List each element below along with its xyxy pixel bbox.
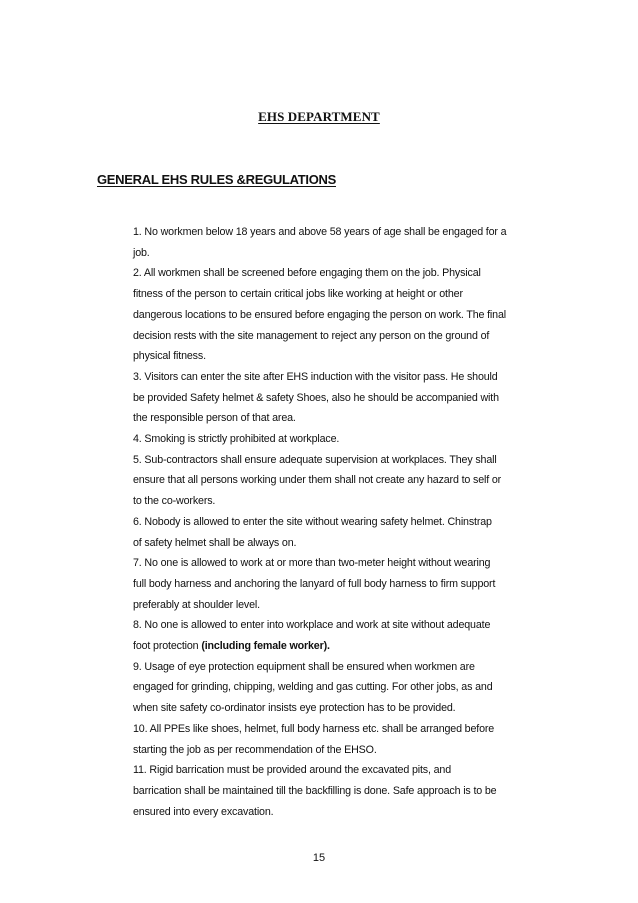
rule-9-line-3: when site safety co-ordinator insists eye protection has to be provided. [133,702,456,715]
rule-9-line-1: 9. Usage of eye protection equipment shall be ensured when workmen are [133,660,475,673]
section-heading: GENERAL EHS RULES &REGULATIONS [97,172,336,187]
rule-10-line-1: 10. All PPEs like shoes, helmet, full body harness etc. shall be arranged before [133,722,495,735]
rule-5-line-2: ensure that all persons working under them shall not create any hazard to self or [133,474,502,487]
rule-2-line-2: fitness of the person to certain critical jobs like working at height or other [133,288,463,301]
rule-3-line-1: 3. Visitors can enter the site after EHS induction with the visitor pass. He should [133,370,498,383]
rule-5-line-3: to the co-workers. [133,495,216,508]
rule-1-line-1: 1. No workmen below 18 years and above 58 years of age shall be engaged for a [133,226,507,238]
rule-6-line-1: 6. Nobody is allowed to enter the site without wearing safety helmet. Chinstrap [133,515,492,528]
rule-8-emphasis: (including female worker). [201,640,330,653]
rules-list [133,222,553,822]
rule-1-line-2: job. [133,246,150,259]
rule-8-line-2 [133,636,553,657]
rule-11-line-1: 11. Rigid barrication must be provided around the excavated pits, and [133,764,451,777]
rule-7-line-2: full body harness and anchoring the lanyard of full body harness to firm support [133,577,496,590]
rule-4-line-1: 4. Smoking is strictly prohibited at workplace. [133,433,340,446]
rule-9-line-2: engaged for grinding, chipping, welding and gas cutting. For other jobs, as and [133,681,493,694]
rule-8-line-1: 8. No one is allowed to enter into workplace and work at site without adequate [133,619,491,632]
department-title: EHS DEPARTMENT [258,109,380,124]
rule-6-line-2: of safety helmet shall be always on. [133,536,297,549]
rule-7-line-3: preferably at shoulder level. [133,598,260,611]
rule-7-line-1: 7. No one is allowed to work at or more than two-meter height without wearing [133,557,491,570]
rule-11-line-2: barrication shall be maintained till the backfilling is done. Safe approach is to be [133,784,497,797]
rule-2-line-4: decision rests with the site management to reject any person on the ground of [133,329,490,342]
rule-3-line-2: be provided Safety helmet & safety Shoes, also he should be accompanied with [133,391,499,404]
rule-3-line-3: the responsible person of that area. [133,412,296,425]
rule-5-line-1: 5. Sub-contractors shall ensure adequate supervision at workplaces. They shall [133,453,497,466]
rule-8-line-2-text: foot protection [133,640,202,653]
rule-10-line-2: starting the job as per recommendation of the EHSO. [133,743,377,756]
rule-11-line-3: ensured into every excavation. [133,805,274,818]
rule-2-line-5: physical fitness. [133,350,206,363]
page-number: 15 [312,852,326,861]
rule-2-line-1: 2. All workmen shall be screened before engaging them on the job. Physical [133,267,481,280]
rule-2-line-3: dangerous locations to be ensured before engaging the person on work. The final [133,308,506,321]
